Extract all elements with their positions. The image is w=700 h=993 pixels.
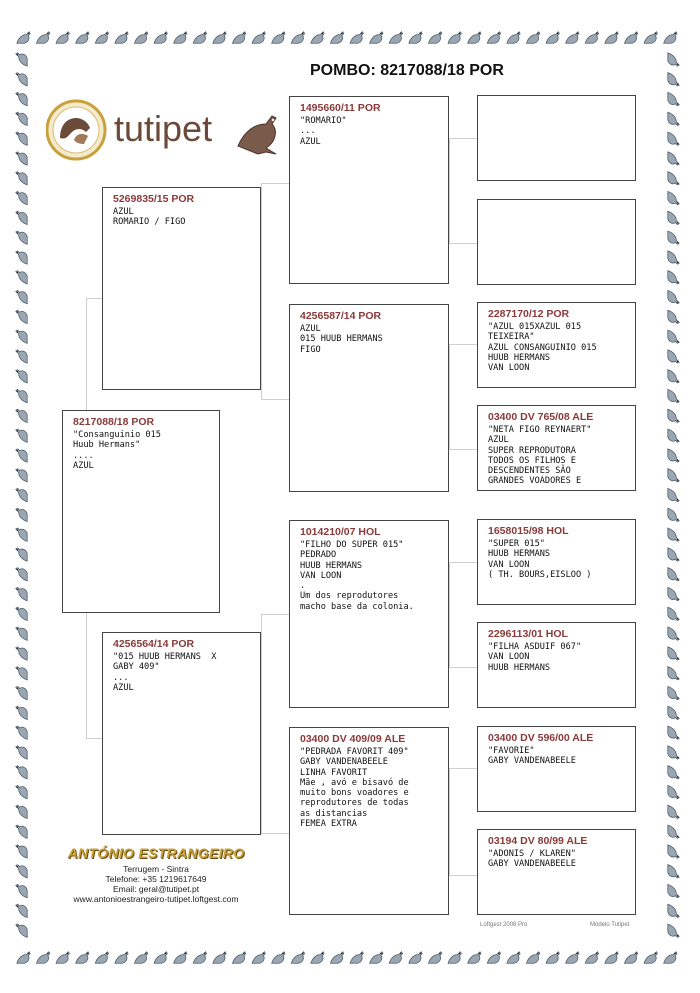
pigeon-border-icon (16, 924, 27, 937)
pigeon-border-icon (624, 952, 637, 963)
pigeon-border-icon (350, 32, 363, 43)
pigeon-border-icon (468, 952, 481, 963)
pigeon-border-icon (16, 865, 27, 878)
ring-number: 4256587/14 POR (300, 310, 382, 322)
pigeon-border-icon (16, 528, 27, 541)
pigeon-border-icon (507, 32, 520, 43)
pigeon-border-icon (134, 32, 147, 43)
pigeon-border-icon (16, 667, 27, 680)
pigeon-border-icon (252, 952, 265, 963)
pigeon-border-icon (16, 904, 27, 917)
pigeon-border-icon (16, 152, 27, 165)
pigeon-card-subject (62, 410, 220, 613)
pigeon-border-icon (16, 449, 27, 462)
pigeon-details: "PEDRADA FAVORIT 409" GABY VANDENABEELE LINHA FAVORIT Mãe , avó e bisavó de muito bons voadores e reprodutores de todas as distancias FEMEA EXTRA (300, 747, 409, 830)
ring-number: 1014210/07 HOL (300, 526, 381, 538)
ring-number: 03194 DV 80/99 ALE (488, 835, 588, 847)
contact-block (56, 845, 256, 904)
pigeon-border-icon (546, 952, 559, 963)
ring-number: 4256564/14 POR (113, 638, 195, 650)
pigeon-border-icon (487, 952, 500, 963)
pigeon-border-icon (17, 32, 30, 43)
pigeon-border-icon (16, 251, 27, 264)
pigeon-card-dam-dam (289, 727, 449, 915)
pigeon-border-icon (16, 172, 27, 185)
pigeon-border-icon (668, 825, 679, 838)
phone: Telefone: +35 1219617649 (105, 874, 207, 884)
pigeon-card-sds (477, 302, 636, 388)
pigeon-border-icon (291, 952, 304, 963)
pigeon-border-icon (668, 172, 679, 185)
pigeon-border-icon (668, 746, 679, 759)
ring-number: 03400 DV 409/09 ALE (300, 733, 406, 745)
pigeon-details: AZUL ROMARIO / FIGO (113, 207, 186, 228)
pigeon-border-icon (624, 32, 637, 43)
pigeon-border-icon (468, 32, 481, 43)
pigeon-border-icon (16, 191, 27, 204)
pigeon-border-icon (252, 32, 265, 43)
pigeon-border-icon (668, 528, 679, 541)
pigeon-border-icon (428, 32, 441, 43)
connector-subject-dam (86, 612, 103, 739)
pigeon-border-icon (668, 904, 679, 917)
pigeon-card-sss (477, 95, 636, 181)
pigeon-details: "NETA FIGO REYNAERT" AZUL SUPER REPRODUTORA TODOS OS FILHOS E DESCENDENTES SÃO GRANDES VOADORES E (488, 425, 592, 487)
pigeon-border-icon (272, 952, 285, 963)
pigeon-icon (238, 116, 276, 154)
ring-number: 03400 DV 765/08 ALE (488, 411, 594, 423)
pigeon-border-icon (16, 73, 27, 86)
pigeon-border-icon (232, 32, 245, 43)
pigeon-border-icon (291, 32, 304, 43)
pigeon-border-icon (668, 152, 679, 165)
pigeon-border-icon (16, 231, 27, 244)
pigeon-border-icon (668, 766, 679, 779)
owner-name: ANTÓNIO ESTRANGEIRO (67, 845, 245, 861)
pigeon-border-icon (370, 32, 383, 43)
pigeon-details: "SUPER 015" HUUB HERMANS VAN LOON ( TH. BOURS,EISLOO ) (488, 539, 592, 580)
pigeon-details: "Consanguinio 015 Huub Hermans" .... AZUL (73, 430, 161, 471)
pigeon-border-icon (16, 429, 27, 442)
pigeon-card-dsd (477, 622, 636, 708)
pigeon-border-icon (668, 271, 679, 284)
ring-number: 2296113/01 HOL (488, 628, 568, 640)
pigeon-border-icon (115, 952, 128, 963)
pigeon-border-icon (668, 429, 679, 442)
pigeon-border-icon (668, 310, 679, 323)
pigeon-border-icon (668, 548, 679, 561)
pigeon-border-icon (668, 449, 679, 462)
pigeon-border-icon (370, 952, 383, 963)
pigeon-border-icon (668, 686, 679, 699)
pigeon-border-icon (56, 32, 69, 43)
pigeon-border-icon (16, 607, 27, 620)
pigeon-border-icon (16, 92, 27, 105)
pigeon-border-icon (16, 132, 27, 145)
pigeon-border-icon (16, 211, 27, 224)
pigeon-details: "ROMARIO" ... AZUL (300, 116, 347, 147)
pigeon-border-icon (16, 746, 27, 759)
connector-sd-parents (449, 344, 478, 450)
pigeon-border-icon (668, 726, 679, 739)
pigeon-border-icon (154, 32, 167, 43)
pigeon-border-icon (409, 952, 422, 963)
page-title: POMBO: 8217088/18 POR (310, 62, 504, 79)
ring-number: 03400 DV 596/00 ALE (488, 732, 594, 744)
pigeon-border-icon (193, 952, 206, 963)
pigeon-border-icon (16, 805, 27, 818)
pigeon-border-icon (668, 469, 679, 482)
dog-cat-bird-icon (47, 101, 105, 159)
pigeon-border-icon (668, 627, 679, 640)
software-credit: Loftgest 2008 Pro (480, 922, 528, 928)
pigeon-border-icon (448, 952, 461, 963)
pigeon-border-icon (566, 952, 579, 963)
pigeon-border-icon (585, 952, 598, 963)
pigeon-border-icon (487, 32, 500, 43)
pigeon-border-icon (644, 32, 657, 43)
pigeon-border-icon (664, 952, 677, 963)
pigeon-border-icon (16, 469, 27, 482)
pigeon-border-icon (668, 132, 679, 145)
pigeon-border-icon (174, 952, 187, 963)
pigeon-border-icon (213, 32, 226, 43)
pigeon-border-icon (668, 251, 679, 264)
pigeon-border-icon (668, 231, 679, 244)
pigeon-border-icon (213, 952, 226, 963)
pigeon-border-icon (16, 766, 27, 779)
pigeon-border-icon (16, 350, 27, 363)
pigeon-border-icon (526, 952, 539, 963)
pigeon-card-sire-dam (289, 304, 449, 492)
pigeon-border-icon (311, 952, 324, 963)
pigeon-border-icon (668, 389, 679, 402)
pigeon-border-icon (668, 290, 679, 303)
pigeon-border-icon (668, 805, 679, 818)
pigeon-border-icon (389, 952, 402, 963)
pigeon-border-icon (16, 785, 27, 798)
pigeon-border-icon (668, 924, 679, 937)
pigeon-border-icon (16, 726, 27, 739)
pigeon-border-icon (409, 32, 422, 43)
pigeon-border-icon (668, 667, 679, 680)
pigeon-card-dam (102, 632, 261, 835)
pigeon-border-icon (668, 568, 679, 581)
pigeon-details: "FILHA ASDUIF 067" VAN LOON HUUB HERMANS (488, 642, 582, 673)
pigeon-border-icon (16, 290, 27, 303)
pigeon-card-dss (477, 519, 636, 605)
pigeon-border-icon (16, 706, 27, 719)
website-link[interactable]: www.antonioestrangeiro-tutipet.loftgest.com (73, 894, 239, 904)
pigeon-border-icon (16, 825, 27, 838)
pigeon-border-icon (644, 952, 657, 963)
pigeon-details: "AZUL 015XAZUL 015 TEIXEIRA" AZUL CONSANGUINIO 015 HUUB HERMANS VAN LOON (488, 322, 597, 374)
pigeon-card-sdd (477, 405, 636, 491)
pigeon-card-ddd (477, 829, 636, 915)
pigeon-border-icon (668, 409, 679, 422)
pigeon-border-icon (668, 647, 679, 660)
pigeon-border-icon (16, 330, 27, 343)
pigeon-border-icon (668, 587, 679, 600)
ring-number: 1658015/98 HOL (488, 525, 569, 537)
pigeon-border-icon (668, 350, 679, 363)
pigeon-border-icon (585, 32, 598, 43)
pigeon-card-dds (477, 726, 636, 812)
connector-sire-parents (261, 183, 290, 400)
location: Terrugem - Sintra (123, 864, 189, 874)
pigeon-border-icon (350, 952, 363, 963)
pigeon-border-icon (668, 607, 679, 620)
pigeon-border-icon (76, 32, 89, 43)
pigeon-card-ssd (477, 199, 636, 285)
pigeon-border-icon (36, 32, 49, 43)
pigeon-border-icon (448, 32, 461, 43)
pigeon-border-icon (56, 952, 69, 963)
pigeon-border-icon (526, 32, 539, 43)
pigeon-border-icon (16, 389, 27, 402)
connector-subject-sire (86, 298, 103, 411)
pigeon-border-icon (154, 952, 167, 963)
pigeon-border-icon (668, 706, 679, 719)
pigeon-border-icon (668, 508, 679, 521)
pigeon-border-icon (668, 112, 679, 125)
pigeon-border-icon (95, 32, 108, 43)
pigeon-border-icon (668, 785, 679, 798)
pigeon-border-icon (16, 409, 27, 422)
ring-number: 5269835/15 POR (113, 193, 195, 205)
pigeon-border-icon (36, 952, 49, 963)
pigeon-border-icon (115, 32, 128, 43)
pigeon-border-icon (134, 952, 147, 963)
pigeon-border-icon (605, 952, 618, 963)
connector-dd-parents (449, 768, 478, 876)
ring-number: 8217088/18 POR (73, 416, 155, 428)
pigeon-details: "ADONIS / KLAREN" GABY VANDENABEELE (488, 849, 576, 870)
ring-number: 2287170/12 POR (488, 308, 570, 320)
pigeon-border-icon (546, 32, 559, 43)
pigeon-border-icon (95, 952, 108, 963)
pigeon-border-icon (76, 952, 89, 963)
pigeon-border-icon (16, 587, 27, 600)
pigeon-border-icon (16, 271, 27, 284)
pigeon-border-icon (668, 92, 679, 105)
pigeon-border-icon (668, 53, 679, 66)
pigeon-border-icon (668, 211, 679, 224)
pigeon-border-icon (16, 370, 27, 383)
pigeon-border-icon (668, 191, 679, 204)
pigeon-border-icon (16, 845, 27, 858)
pigeon-border-icon (428, 952, 441, 963)
pigeon-border-icon (16, 884, 27, 897)
pigeon-border-icon (389, 32, 402, 43)
pigeon-border-icon (16, 488, 27, 501)
pigeon-border-icon (330, 952, 343, 963)
pigeon-border-icon (16, 112, 27, 125)
ring-number: 1495660/11 POR (300, 102, 381, 114)
pigeon-border-icon (668, 488, 679, 501)
pigeon-card-sire (102, 187, 261, 390)
pigeon-details: "015 HUUB HERMANS X GABY 409" ... AZUL (113, 652, 217, 693)
pigeon-border-icon (16, 686, 27, 699)
pigeon-border-icon (16, 647, 27, 660)
pigeon-border-icon (668, 845, 679, 858)
pigeon-border-icon (232, 952, 245, 963)
pigeon-border-icon (566, 32, 579, 43)
pigeon-card-sire-sire (289, 96, 449, 284)
pigeon-border-icon (311, 32, 324, 43)
pigeon-border-icon (16, 627, 27, 640)
pigeon-border-icon (16, 508, 27, 521)
pigeon-border-icon (668, 884, 679, 897)
email: Email: geral@tutipet.pt (112, 884, 200, 894)
pigeon-border-icon (668, 370, 679, 383)
connector-dam-parents (261, 614, 290, 834)
pigeon-border-icon (668, 865, 679, 878)
pigeon-details: AZUL 015 HUUB HERMANS FIGO (300, 324, 383, 355)
pigeon-card-dam-sire (289, 520, 449, 708)
pigeon-border-icon (668, 330, 679, 343)
connector-ds-parents (449, 562, 478, 668)
pigeon-border-icon (272, 32, 285, 43)
pigeon-border-icon (16, 568, 27, 581)
pigeon-border-icon (16, 548, 27, 561)
pigeon-border-icon (16, 310, 27, 323)
pigeon-border-icon (664, 32, 677, 43)
pigeon-border-icon (668, 73, 679, 86)
pigeon-border-icon (507, 952, 520, 963)
model-credit: Modelo Tutipet (590, 922, 630, 928)
pigeon-border-icon (174, 32, 187, 43)
pigeon-border-icon (193, 32, 206, 43)
pigeon-border-icon (330, 32, 343, 43)
pigeon-details: "FILHO DO SUPER 015" PEDRADO HUUB HERMANS VAN LOON . Um dos reprodutores macho base da colonia. (300, 540, 414, 612)
pigeon-details: "FAVORIE" GABY VANDENABEELE (488, 746, 576, 767)
connector-ss-parents (449, 138, 478, 244)
pigeon-border-icon (17, 952, 30, 963)
pigeon-border-icon (605, 32, 618, 43)
brand-name: tutipet (114, 108, 213, 149)
pigeon-border-icon (16, 53, 27, 66)
